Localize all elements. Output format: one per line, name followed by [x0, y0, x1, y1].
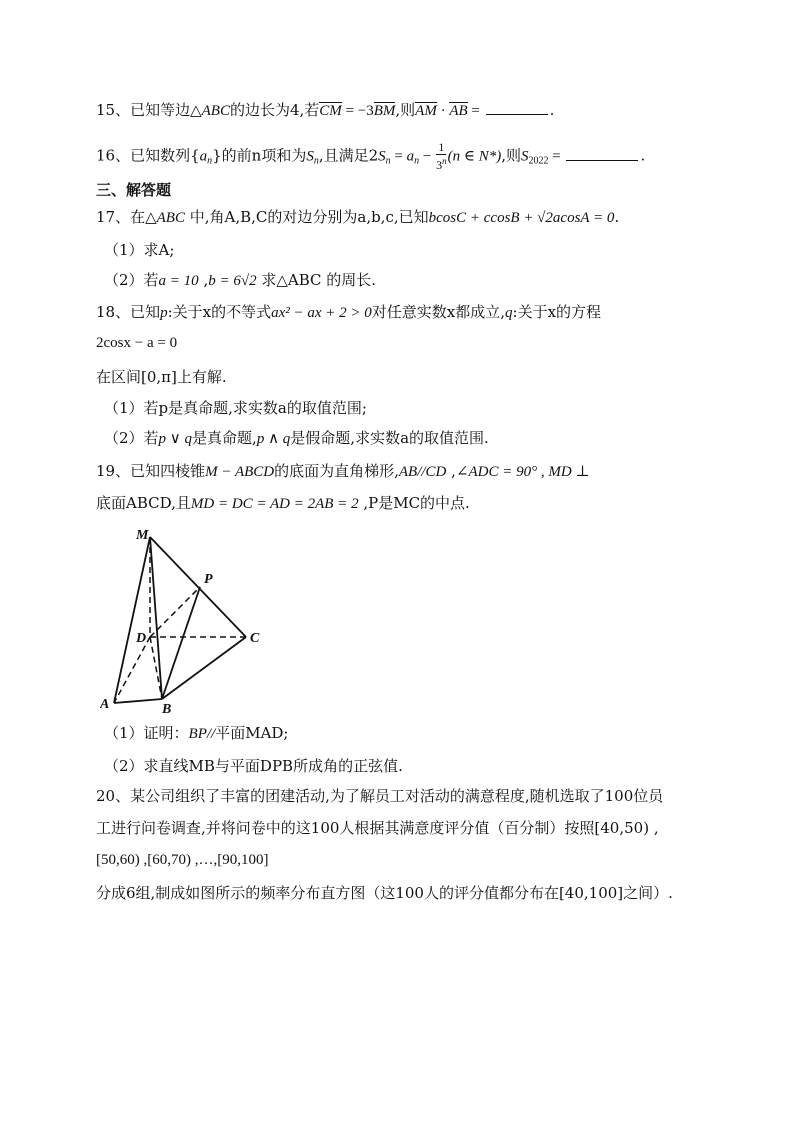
q18-prefix: 18、已知 — [96, 303, 161, 321]
edge-da-hidden — [114, 637, 150, 703]
q17-period: . — [614, 208, 620, 226]
q15-prefix: 15、已知等边△ — [96, 101, 202, 119]
label-a: A — [100, 697, 110, 712]
label-b: B — [162, 702, 172, 715]
q19-part1-prefix: （1）证明： — [104, 724, 189, 742]
q18-interval: 在区间[0,π]上有解. — [96, 368, 227, 386]
q19-perp: , MD ⊥ — [537, 464, 590, 480]
q18-part2-tail: 是假命题,求实数a的取值范围. — [290, 429, 489, 447]
question-17 — [96, 207, 619, 228]
edge-bc — [162, 637, 246, 699]
q15-eq-rhs: = −3 — [341, 103, 374, 119]
q17-b-value: b = 6√2 — [208, 273, 257, 289]
edge-ab — [114, 699, 162, 703]
q19-equalities: MD = DC = AD = 2AB = 2 — [190, 496, 359, 512]
question-20: 20、某公司组织了丰富的团建活动,为了解员工对活动的满意程度,随机选取了100位员 — [96, 787, 664, 805]
q15-text2: ,则 — [395, 101, 416, 119]
question-19 — [96, 461, 590, 482]
q19-pyramid: M − ABCD — [205, 464, 275, 480]
q16-s: S — [306, 148, 314, 165]
q19-line-2 — [96, 493, 470, 514]
edge-mb — [150, 537, 162, 699]
q15-equals: = — [467, 103, 484, 119]
q15-triangle: ABC — [201, 103, 230, 119]
q19-parallel: AB//CD — [398, 464, 447, 480]
section-heading: 三、解答题 — [96, 181, 172, 199]
q15-dot: · — [436, 103, 450, 119]
q18-q: q — [505, 305, 513, 321]
q16-fraction — [436, 141, 447, 172]
q18-part-2 — [104, 428, 489, 449]
q18-text2: 对任意实数x都成立, — [371, 303, 506, 321]
label-p: P — [204, 572, 213, 587]
q18-text: :关于x的不等式 — [167, 303, 272, 321]
label-c: C — [250, 631, 260, 646]
q16-cond-a: a — [406, 148, 415, 165]
q17-triangle: ABC — [156, 210, 185, 226]
q18-text3: :关于x的方程 — [512, 303, 602, 321]
q19-part1-expr: BP// — [188, 726, 216, 742]
q19-angle: ∠ADC = 90° — [455, 464, 538, 480]
q15-text: 的边长为4,若 — [229, 101, 320, 119]
q20-line-2: 工进行问卷调查,并将问卷中的这100人根据其满意度评分值（百分制）按照[40,50) , — [96, 819, 659, 837]
edge-ma — [114, 537, 150, 703]
q16-seq-sub: n — [207, 155, 213, 167]
q17-part2-tail: 求△ABC 的周长. — [256, 271, 377, 289]
question-18 — [96, 302, 601, 323]
label-d: D — [136, 631, 147, 646]
q18-inequality: ax² − ax + 2 > 0 — [271, 305, 372, 321]
q16-text3: ,则 — [501, 146, 521, 165]
q18-equation: 2cosx − a = 0 — [96, 335, 178, 351]
q20-line-3: [50,60) ,[60,70) ,…,[90,100] — [96, 852, 269, 868]
q16-frac-den-sup: n — [442, 156, 447, 166]
q16-frac-den-base: 3 — [436, 158, 443, 172]
q15-vector-am: AM — [415, 103, 437, 119]
q15-answer-blank — [486, 100, 548, 115]
q19-line2-tail: ,P是MC的中点. — [358, 494, 470, 512]
q16-text: }的前n项和为 — [212, 146, 307, 165]
question-16 — [96, 141, 645, 172]
q19-prefix: 19、已知四棱锥 — [96, 462, 206, 480]
q15-vector-bm: BM — [373, 103, 396, 119]
q16-cond-s-sub: n — [385, 155, 391, 167]
q17-a-value: a = 10 — [158, 273, 199, 289]
q18-or-expr: p ∨ q — [158, 431, 193, 447]
q19-part-2: （2）求直线MB与平面DPB所成角的正弦值. — [104, 757, 403, 775]
q16-minus: − — [419, 148, 436, 165]
q19-part1-tail: 平面MAD; — [215, 724, 289, 742]
q18-part2-text: 是真命题, — [192, 429, 257, 447]
q16-frac-num: 1 — [438, 140, 445, 154]
q16-answer-blank — [566, 146, 638, 161]
q16-cond-eq: = — [390, 148, 407, 165]
q16-text2: ,且满足2 — [318, 146, 379, 165]
q15-period: . — [549, 101, 555, 119]
question-15 — [96, 100, 554, 121]
label-m: M — [136, 528, 149, 543]
q19-part-1 — [104, 723, 289, 744]
q16-equals: = — [548, 148, 565, 165]
q17-text: 中,角A,B,C的对边分别为a,b,c,已知 — [184, 208, 429, 226]
edge-bp — [162, 587, 200, 699]
q16-s-sub: n — [313, 155, 319, 167]
q19-text: 的底面为直角梯形, — [274, 462, 399, 480]
q16-condition: (n ∈ N*) — [447, 148, 502, 165]
q18-part2-prefix: （2）若 — [104, 429, 159, 447]
q17-part-2 — [104, 270, 376, 291]
pyramid-figure — [100, 525, 280, 715]
q16-prefix: 16、已知数列{ — [96, 146, 200, 165]
q16-cond-a-sub: n — [414, 155, 420, 167]
q16-s2022: S — [521, 148, 529, 165]
q16-cond-s: S — [378, 148, 386, 165]
q16-seq: a — [199, 148, 208, 165]
q18-and-expr: p ∧ q — [256, 431, 291, 447]
q20-line-4: 分成6组,制成如图所示的频率分布直方图（这100人的评分值都分布在[40,100]之间）. — [96, 884, 673, 902]
q17-sep: , — [198, 271, 209, 289]
q17-part-1: （1）求A; — [104, 241, 175, 259]
q16-period: . — [640, 146, 646, 165]
q15-vector-ab: AB — [449, 103, 468, 119]
q16-frac-den — [436, 155, 447, 172]
q15-vector-cm: CM — [319, 103, 342, 119]
q18-part-1: （1）若p是真命题,求实数a的取值范围; — [104, 399, 367, 417]
q17-part2-prefix: （2）若 — [104, 271, 159, 289]
q19-line2-prefix: 底面ABCD,且 — [96, 494, 191, 512]
q19-sep: , — [446, 462, 456, 480]
q16-s2022-sub: 2022 — [528, 155, 549, 167]
edge-dp-hidden — [150, 587, 200, 637]
q17-prefix: 17、在△ — [96, 208, 157, 226]
q17-expression: bcosC + ccosB + √2acosA = 0 — [428, 210, 615, 226]
q18-p: p — [160, 305, 168, 321]
